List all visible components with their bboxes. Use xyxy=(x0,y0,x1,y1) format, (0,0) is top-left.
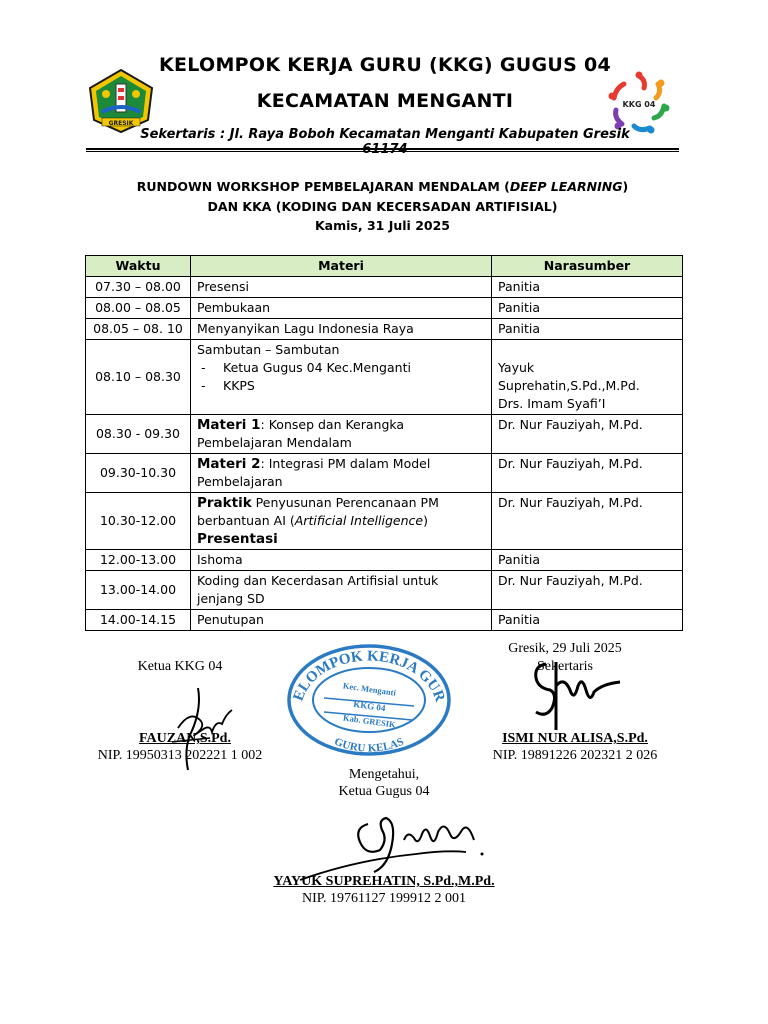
rundown-title-line2: DAN KKA (KODING DAN KECERSADAN ARTIFISIAL) xyxy=(207,199,558,214)
cell-materi: Presensi xyxy=(191,277,492,298)
table-row xyxy=(86,319,683,340)
materi-subitem: - KKPS xyxy=(201,378,255,393)
table-row xyxy=(86,415,683,454)
svg-text:GURU KELAS: GURU KELAS xyxy=(332,735,406,755)
cell-narasumber: Dr. Nur Fauziyah, M.Pd. xyxy=(492,454,683,493)
chairman-name: FAUZAN,S.Pd. xyxy=(139,731,231,746)
cell-narasumber: Dr. Nur Fauziyah, M.Pd. xyxy=(492,493,683,550)
table-row xyxy=(86,340,683,415)
header-district: KECAMATAN MENGANTI xyxy=(256,90,514,112)
chairman-nip: NIP. 19950313 202221 1 002 xyxy=(97,748,263,763)
cell-materi: Penutupan xyxy=(191,610,492,631)
cell-narasumber xyxy=(492,340,683,415)
materi-subitem: - Ketua Gugus 04 Kec.Menganti xyxy=(201,360,411,375)
cell-waktu: 08.05 – 08. 10 xyxy=(86,319,191,340)
materi-text: Sambutan – Sambutan xyxy=(197,342,340,357)
header-org-name: KELOMPOK KERJA GURU (KKG) GUGUS 04 xyxy=(158,54,612,76)
cell-waktu: 12.00-13.00 xyxy=(86,550,191,571)
header-address: Sekertaris : Jl. Raya Boboh Kecamatan Menganti Kabupaten Gresik 61174 xyxy=(140,127,630,157)
acknowledge-label: Mengetahui, xyxy=(348,767,420,782)
table-row xyxy=(86,493,683,550)
table-row xyxy=(86,454,683,493)
svg-text:GRESIK: GRESIK xyxy=(108,120,134,127)
cell-narasumber: Dr. Nur Fauziyah, M.Pd. xyxy=(492,415,683,454)
cell-materi: Pembukaan xyxy=(191,298,492,319)
official-stamp xyxy=(284,640,454,758)
cell-materi: Koding dan Kecerdasan Artifisial untuk jenjang SD xyxy=(191,571,492,610)
cell-waktu: 14.00-14.15 xyxy=(86,610,191,631)
cell-materi: Menyanyikan Lagu Indonesia Raya xyxy=(191,319,492,340)
rundown-date: Kamis, 31 Juli 2025 xyxy=(315,218,450,233)
chairman-signature xyxy=(150,680,240,775)
narasumber-name: Drs. Imam Syafi’I xyxy=(498,396,606,411)
header-divider-thick xyxy=(86,148,679,150)
table-row xyxy=(86,610,683,631)
cluster-head-nip: NIP. 19761127 199912 2 001 xyxy=(302,891,466,906)
header-narasumber: Narasumber xyxy=(492,256,683,277)
cell-waktu: 08.10 – 08.30 xyxy=(86,340,191,415)
table-header-row xyxy=(86,256,683,277)
cell-waktu: 08.00 – 08.05 xyxy=(86,298,191,319)
svg-text:KELOMPOK KERJA GURU: ELOMPOK KERJA GUR xyxy=(290,648,448,704)
cell-waktu: 08.30 - 09.30 xyxy=(86,415,191,454)
table-row xyxy=(86,550,683,571)
secretary-role: Sekertaris xyxy=(537,659,593,674)
cell-materi: Materi 2: Integrasi PM dalam Model Pembelajaran xyxy=(191,454,492,493)
cell-narasumber: Dr. Nur Fauziyah, M.Pd. xyxy=(492,571,683,610)
svg-text:Kec. Menganti: Kec. Menganti xyxy=(342,680,397,698)
cell-materi: Materi 1: Konsep dan Kerangka Pembelajaran Mendalam xyxy=(191,415,492,454)
cell-narasumber: Panitia xyxy=(492,319,683,340)
secretary-name: ISMI NUR ALISA,S.Pd. xyxy=(502,731,648,746)
header-divider-thin xyxy=(86,151,679,152)
chairman-role: Ketua KKG 04 xyxy=(137,659,223,674)
cluster-head-role: Ketua Gugus 04 xyxy=(338,784,430,799)
table-row xyxy=(86,298,683,319)
header-materi: Materi xyxy=(191,256,492,277)
svg-text:KKG 04: KKG 04 xyxy=(352,698,387,714)
cell-narasumber: Panitia xyxy=(492,298,683,319)
secretary-nip: NIP. 19891226 202321 2 026 xyxy=(492,748,658,763)
cell-materi: Praktik Penyusunan Perencanaan PM berbantuan AI (Artificial Intelligence) Presentasi xyxy=(191,493,492,550)
cluster-head-name: YAYUK SUPREHATIN, S.Pd.,M.Pd. xyxy=(273,874,495,889)
cell-materi: Ishoma xyxy=(191,550,492,571)
secretary-signature xyxy=(524,656,624,732)
cell-waktu: 09.30-10.30 xyxy=(86,454,191,493)
cell-narasumber: Panitia xyxy=(492,550,683,571)
schedule-table xyxy=(85,255,683,631)
rundown-title-line1: RUNDOWN WORKSHOP PEMBELAJARAN MENDALAM (DEEP LEARNING) xyxy=(136,179,629,194)
cluster-head-signature xyxy=(296,810,496,890)
table-row xyxy=(86,571,683,610)
cell-waktu: 07.30 – 08.00 xyxy=(86,277,191,298)
narasumber-name: Yayuk Suprehatin,S.Pd.,M.Pd. xyxy=(498,360,640,393)
header-waktu: Waktu xyxy=(86,256,191,277)
cell-narasumber: Panitia xyxy=(492,277,683,298)
cell-materi xyxy=(191,340,492,415)
svg-text:Kab. GRESIK: Kab. GRESIK xyxy=(342,712,397,730)
cell-narasumber: Panitia xyxy=(492,610,683,631)
cell-waktu: 10.30-12.00 xyxy=(86,493,191,550)
cell-waktu: 13.00-14.00 xyxy=(86,571,191,610)
place-date: Gresik, 29 Juli 2025 xyxy=(508,641,622,656)
table-row xyxy=(86,277,683,298)
svg-text:KKG 04: KKG 04 xyxy=(622,100,656,109)
